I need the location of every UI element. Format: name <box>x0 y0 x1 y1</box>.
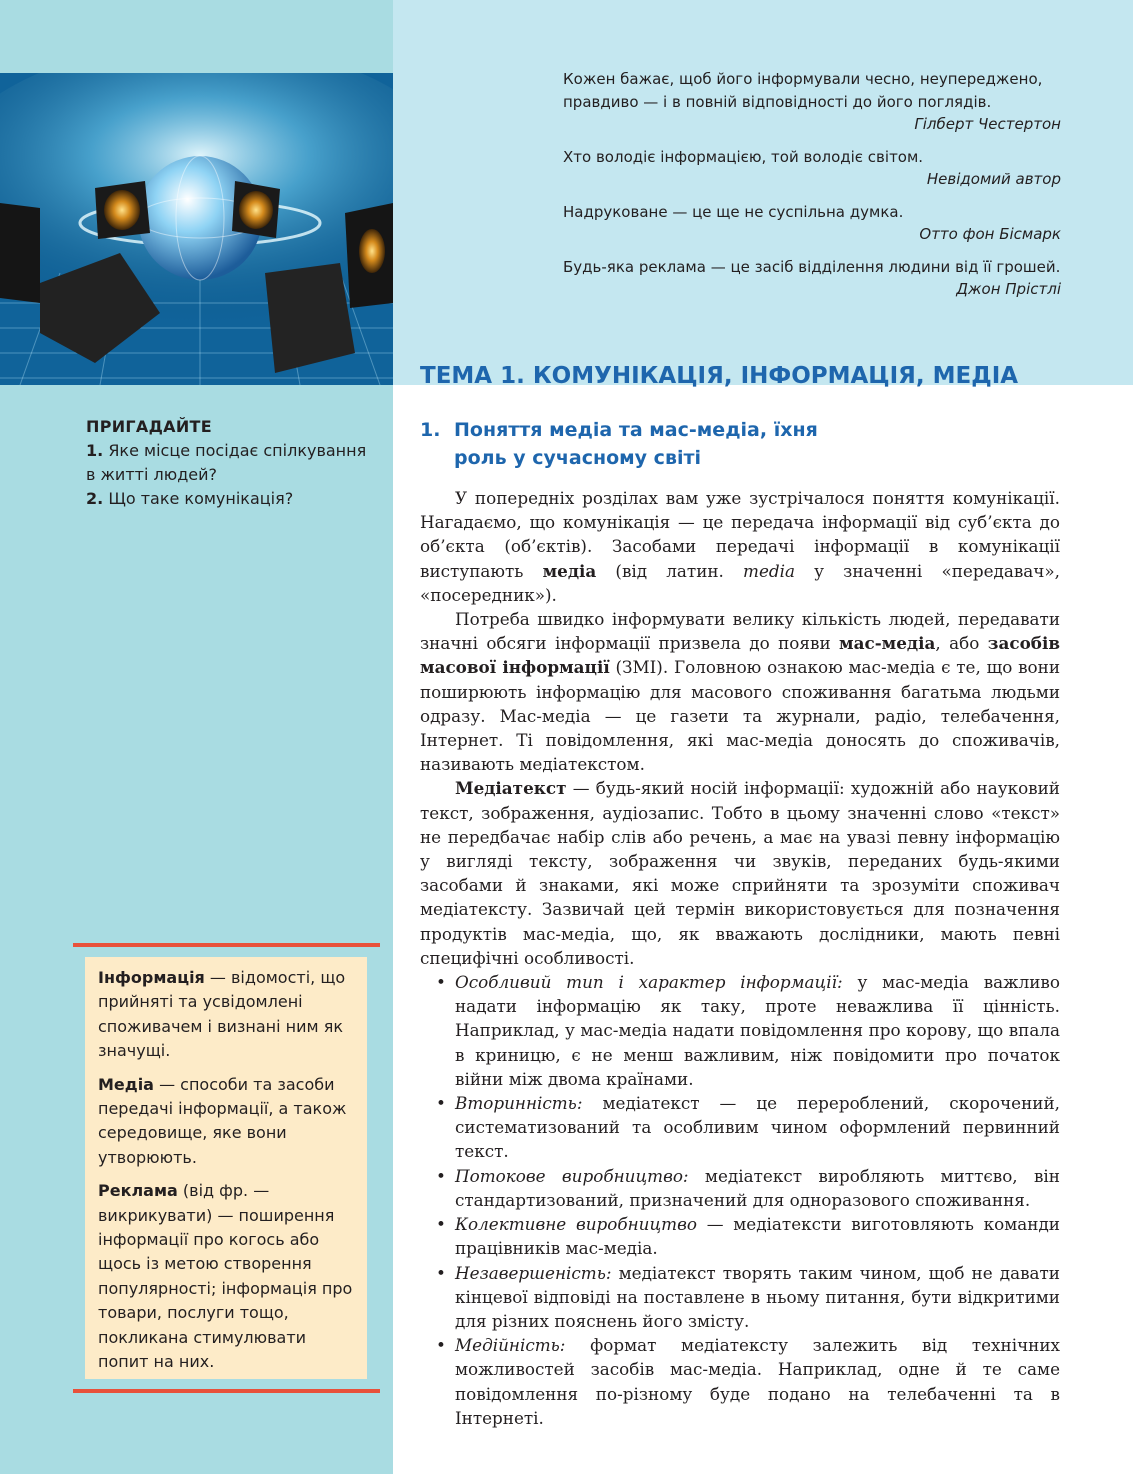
bold-term: мас-медіа <box>839 633 936 654</box>
italic-term: media <box>743 560 796 581</box>
bullet-icon: • <box>436 1335 446 1356</box>
glossary-term: Медіа <box>98 1074 154 1094</box>
glossary-top-rule <box>73 943 380 947</box>
quote-author: Джон Прістлі <box>956 280 1061 298</box>
quote-text: Будь-яка реклама — це засіб відділення людини від її грошей. <box>563 257 1061 276</box>
bold-term: Медіатекст <box>455 778 567 799</box>
remember-question <box>86 439 376 487</box>
bold-term: медіа <box>542 560 597 581</box>
question-text: Що таке комунікація? <box>108 489 294 508</box>
item-term: Незавершеність: <box>455 1262 612 1283</box>
list-item <box>420 1261 1060 1334</box>
bullet-icon: • <box>436 1165 446 1186</box>
remember-heading: ПРИГАДАЙТЕ <box>86 417 212 436</box>
item-text: — медіатексти виготовляють команди працівників мас-медіа. <box>455 1214 1060 1259</box>
glossary-entry <box>98 1179 360 1374</box>
item-term: Колективне виробництво <box>455 1214 697 1235</box>
text-run: (ЗМІ). Головною ознакою мас-медіа є те, що вони поширюють інформацію для масового споживання багатьма людьми одразу. Мас-медіа — це газети та журнали, радіо, телебачення, Інтернет. Ті повідомлення, які мас-медіа доносять до споживачів, називають медіатекстом. <box>420 657 1060 775</box>
text-run: — будь-який носій інформації: художній або науковий текст, зображення, аудіозапис. Тобто в цьому значенні слово «текст» не передбачає набір слів або речень, а має на увазі певну інформацію у вигляді тексту, зображення чи звуків, переданих будь-якими засобами й знаками, які може сприйняти та зрозуміти споживач медіатексту. Зазвичай цей термін використовується для позначення продуктів мас-медіа, що, як вважають дослідники, мають певні специфічні особливості. <box>420 778 1060 968</box>
glossary-bottom-rule <box>73 1389 380 1393</box>
quote <box>563 68 1061 136</box>
item-text: медіатекст виробляють миттєво, він стандартизований, призначений для одноразового споживання. <box>455 1165 1060 1210</box>
glossary-term: Інформація <box>98 968 205 987</box>
text-run: (від латин. <box>596 560 744 581</box>
features-list <box>420 970 1060 1430</box>
item-text: формат медіатексту залежить від технічних можливостей засобів мас-медіа. Наприклад, одне й те саме повідомлення по-різному буде подано на телебаченні та в Інтернеті. <box>455 1335 1060 1428</box>
epigraph-quotes <box>563 68 1061 311</box>
item-text: у мас-медіа важливо надати інформацію як таку, проте неважлива її цінність. Наприклад, у мас-медіа надати повідомлення про корову, що впала в криницю, є не менш важливим, ніж повідомити про початок війни між двома країнами. <box>455 972 1060 1089</box>
section-heading <box>420 416 840 472</box>
bullet-icon: • <box>436 1214 446 1235</box>
glossary-definition: — відомості, що прийняті та усвідомлені споживачем і визнані ним як значущі. <box>98 968 346 1061</box>
quote-text: Надруковане — це ще не суспільна думка. <box>563 202 904 221</box>
question-number: 1. <box>86 441 104 460</box>
glossary-entry <box>98 1073 360 1171</box>
text-run: , або <box>935 633 988 654</box>
bold-term: засобів масової інформації <box>420 633 1060 678</box>
quote-text: Кожен бажає, щоб його інформували чесно, неупереджено, правдиво — і в повній відповідності до його поглядів. <box>563 70 1043 111</box>
section-title: Поняття медіа та мас-медіа, їхня роль у сучасному світі <box>454 419 818 469</box>
list-item <box>420 1212 1060 1260</box>
glossary-definitions <box>98 966 360 1384</box>
paragraph <box>420 776 1060 970</box>
text-run: У попередніх розділах вам уже зустрічалося поняття комунікації. Нагадаємо, що комунікація — це передача інформації від суб’єкта до об’єкта (об’єктів). Засобами передачі інформації в комунікації виступають <box>420 488 1060 581</box>
quote <box>563 146 1061 191</box>
quote-author: Отто фон Бісмарк <box>919 225 1061 243</box>
question-text: Яке місце посідає спілкування в житті людей? <box>86 441 367 484</box>
bullet-icon: • <box>436 1262 446 1283</box>
remember-question <box>86 487 376 511</box>
item-term: Вторинність: <box>455 1093 583 1114</box>
main-body-text <box>420 486 1060 1430</box>
quote-author: Гілберт Честертон <box>914 115 1061 133</box>
glossary-term: Реклама <box>98 1181 178 1201</box>
item-term: Медійність: <box>455 1335 566 1356</box>
quote <box>563 256 1061 301</box>
bullet-icon: • <box>436 972 446 993</box>
section-number: 1. <box>420 419 441 441</box>
text-run: у значенні «передавач», «посередник»). <box>420 560 1060 605</box>
glossary-entry <box>98 966 360 1064</box>
paragraph <box>420 607 1060 776</box>
list-item <box>420 970 1060 1091</box>
glossary-definition: — способи та засоби передачі інформації, а також середовище, яке вони утворюють. <box>98 1074 347 1167</box>
question-number: 2. <box>86 489 104 508</box>
quote-text: Хто володіє інформацією, той володіє світом. <box>563 147 924 166</box>
item-text: медіатекст творять таким чином, щоб не давати кінцевої відповіді на поставлене в ньому питання, бути відкритими для різних пояснень його змісту. <box>455 1262 1060 1331</box>
quote-author: Невідомий автор <box>926 170 1061 188</box>
item-term: Особливий тип і характер інформації: <box>455 972 843 993</box>
paragraph <box>420 486 1060 607</box>
topic-title: ТЕМА 1. КОМУНІКАЦІЯ, ІНФОРМАЦІЯ, МЕДІА <box>420 363 1019 389</box>
text-run: Потреба швидко інформувати велику кількість людей, передавати значні обсяги інформації призвела до появи <box>420 609 1060 654</box>
list-item <box>420 1164 1060 1212</box>
hero-image-globe-monitors <box>0 73 393 385</box>
item-term: Потокове виробництво: <box>455 1165 689 1186</box>
remember-box <box>86 415 376 511</box>
list-item <box>420 1091 1060 1164</box>
list-item <box>420 1333 1060 1430</box>
item-text: медіатекст — це перероблений, скорочений, систематизований та особливим чином оформлений первинний текст. <box>455 1093 1060 1162</box>
bullet-icon: • <box>436 1093 446 1114</box>
glossary-definition: (від фр. — викрикувати) — поширення інформації про когось або щось із метою створення популярності; інформація про товари, послуги тощо, покликана стимулювати попит на них. <box>98 1181 353 1372</box>
quote <box>563 201 1061 246</box>
